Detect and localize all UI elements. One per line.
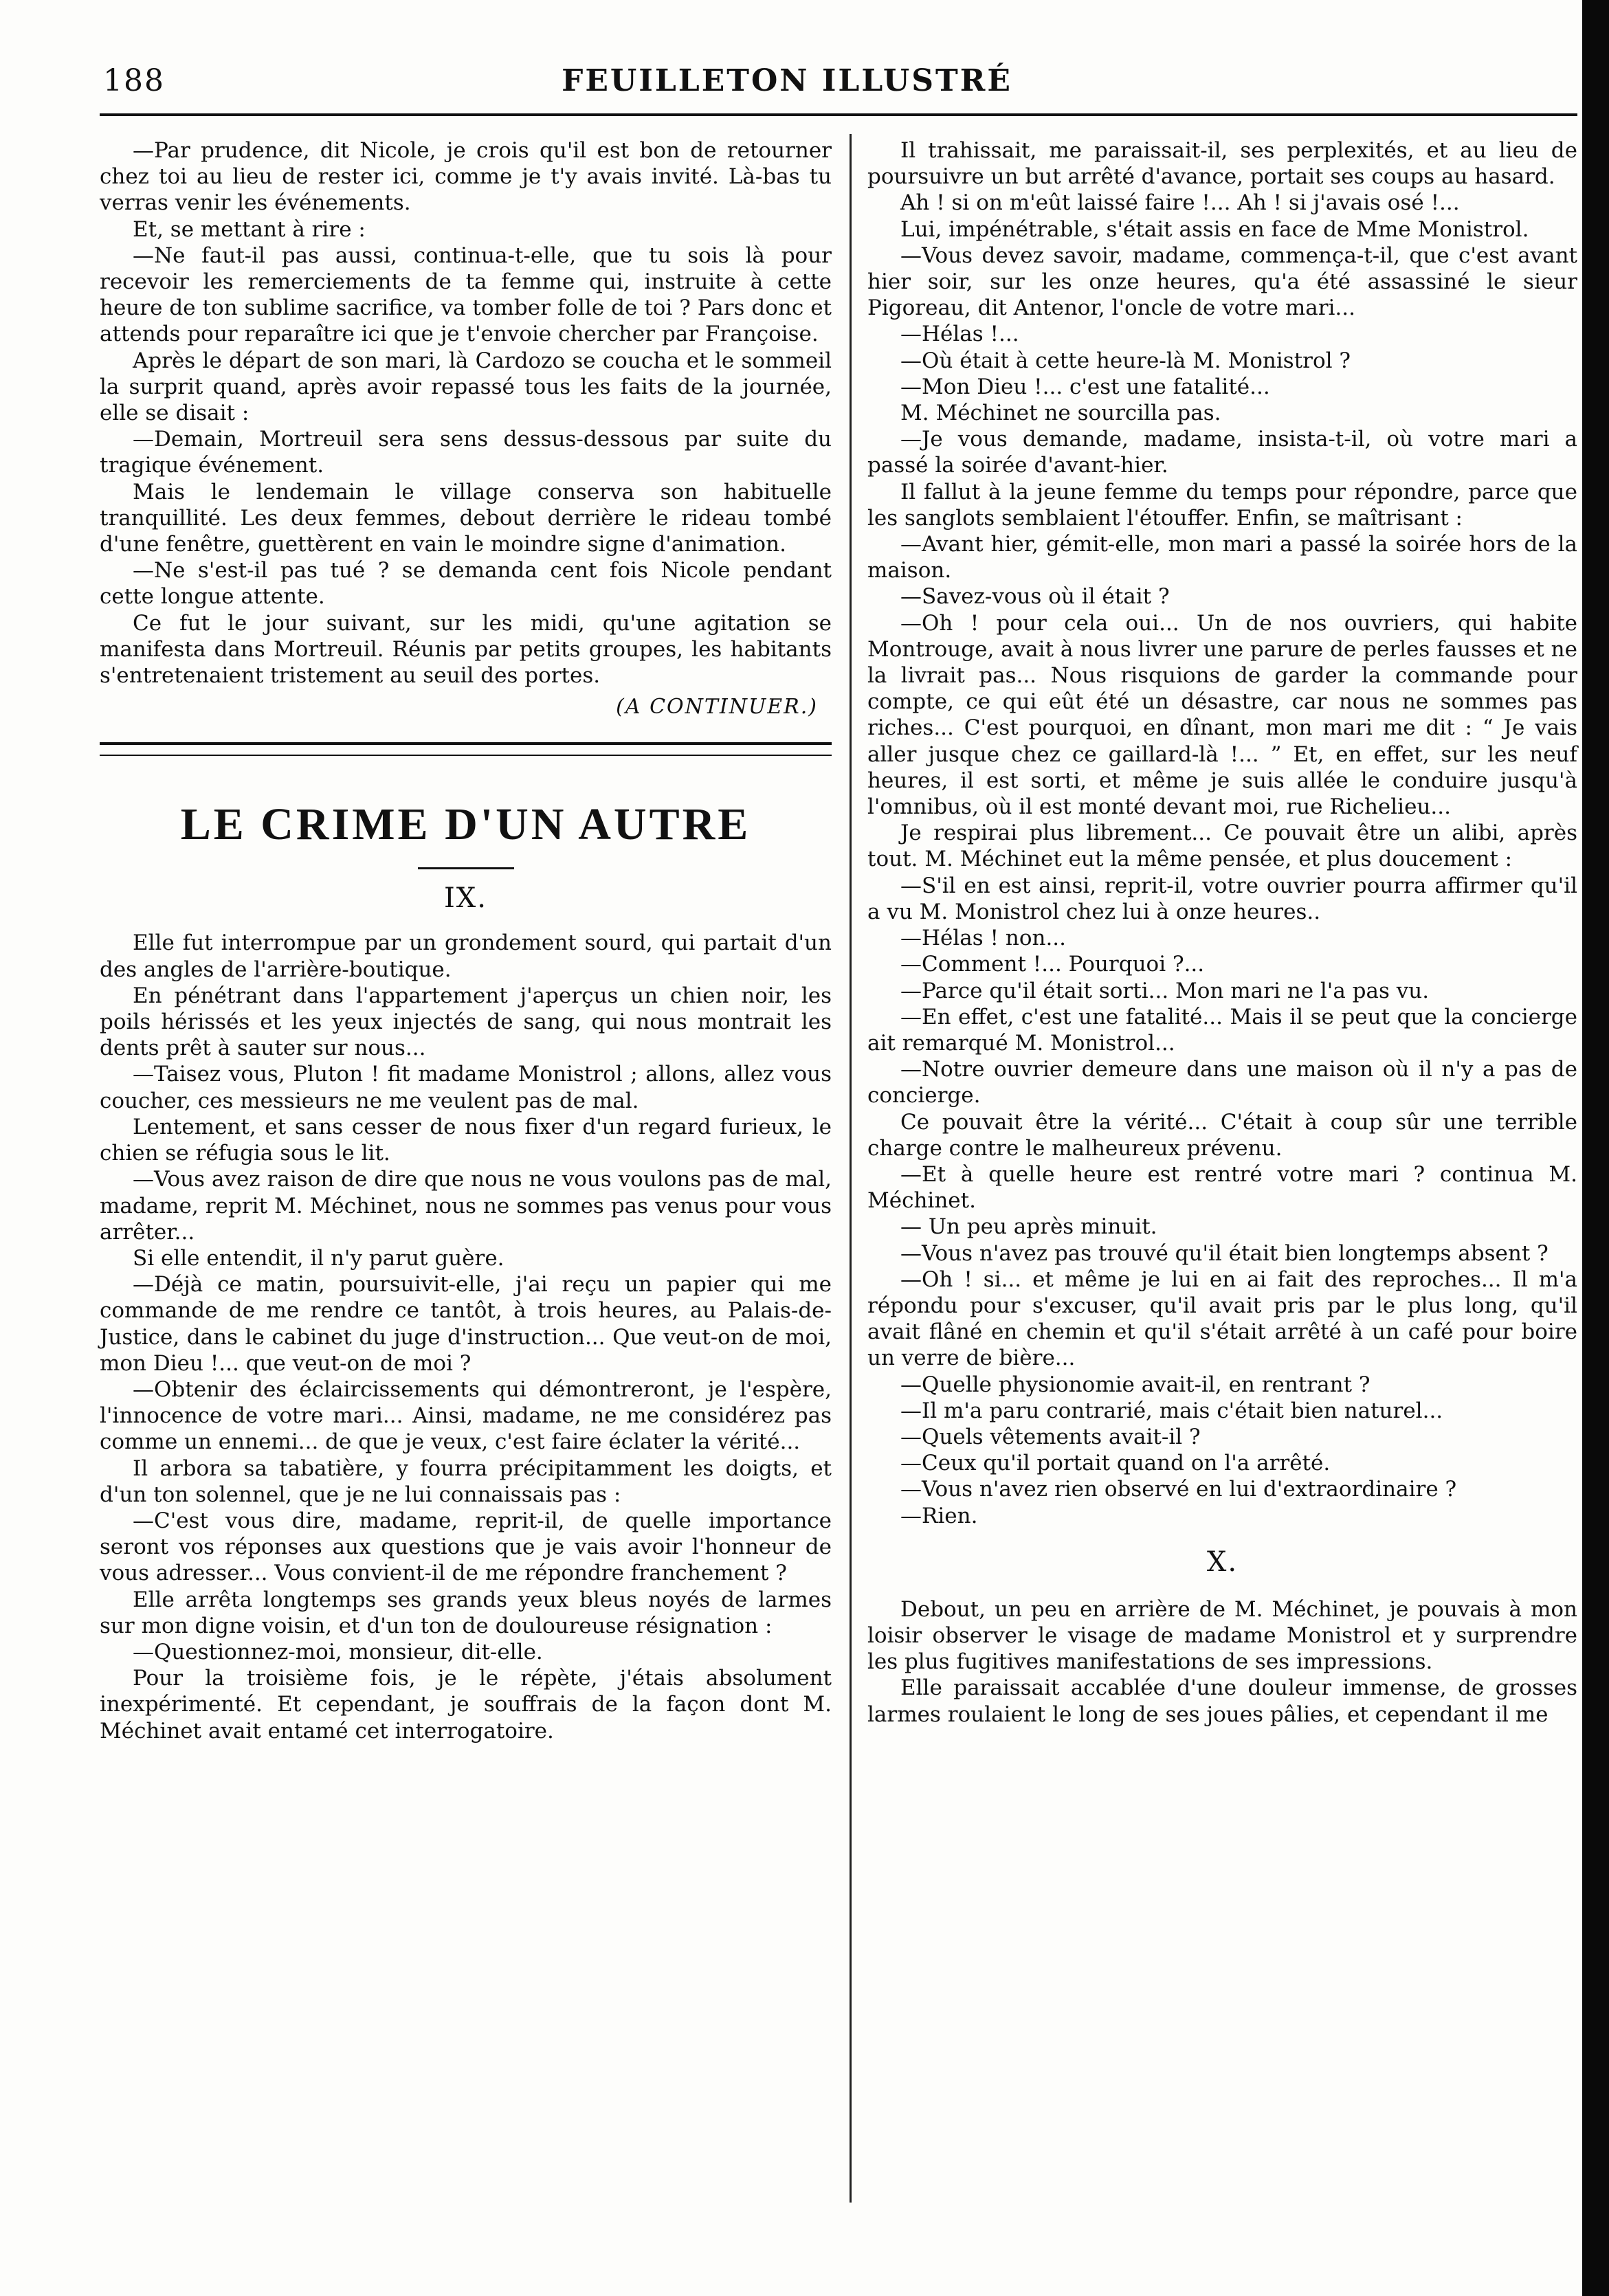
- paragraph: —Mon Dieu !... c'est une fatalité...: [900, 374, 1270, 399]
- paragraph: —Et à quelle heure est rentré votre mari ? continua M. Méchinet.: [867, 1161, 1577, 1214]
- paragraph: —Avant hier, gémit-elle, mon mari a passé la soirée hors de la maison.: [867, 532, 1577, 583]
- page-number: 188: [103, 63, 165, 98]
- right-bottom-paragraphs: [867, 1596, 1577, 1728]
- paragraph: Je respirai plus librement... Ce pouvait être un alibi, après tout. M. Méchinet eut la même pensée, et plus doucement :: [867, 821, 1577, 872]
- paragraph: En pénétrant dans l'appartement j'aperçus un chien noir, les poils hérissés et les yeux injectés de sang, qui nous montrait les dents prêt à sauter sur nous...: [100, 983, 832, 1061]
- story-title: LE CRIME D'UN AUTRE: [180, 799, 751, 850]
- paragraph: Elle paraissait accablée d'une douleur immense, de grosses larmes roulaient le long de ses joues pâlies, et cependant il me: [867, 1675, 1577, 1727]
- paragraph: —Ne s'est-il pas tué ? se demanda cent fois Nicole pendant cette longue attente.: [100, 558, 832, 610]
- paragraph: Et, se mettant à rire :: [133, 216, 366, 242]
- paragraph: Il trahissait, me paraissait-il, ses perplexités, et au lieu de poursuivre un but arrêté d'avance, portait ses coups au hasard.: [867, 138, 1577, 190]
- paragraph: Debout, un peu en arrière de M. Méchinet, je pouvais à mon loisir observer le visage de madame Monistrol et y surprendre les plus fugitives manifestations de ses impressions.: [867, 1596, 1577, 1675]
- title-rule: [418, 867, 514, 869]
- paragraph: Il fallut à la jeune femme du temps pour répondre, parce que les sanglots semblaient l'étouffer. Enfin, se maîtrisant :: [867, 479, 1577, 531]
- column-divider: [850, 134, 852, 2203]
- scan-edge-border: [1582, 0, 1609, 2296]
- paragraph: —Notre ouvrier demeure dans une maison où il n'y a pas de concierge.: [867, 1057, 1577, 1108]
- paragraph: Elle fut interrompue par un grondement sourd, qui partait d'un des angles de l'arrière-boutique.: [100, 930, 832, 982]
- paragraph: Ah ! si on m'eût laissé faire !... Ah ! si j'avais osé !...: [900, 190, 1460, 216]
- paragraph: —Parce qu'il était sorti... Mon mari ne l'a pas vu.: [900, 978, 1430, 1003]
- paragraph: —Comment !... Pourquoi ?...: [900, 952, 1205, 977]
- paragraph: —Par prudence, dit Nicole, je crois qu'il est bon de retourner chez toi au lieu de rester ici, comme je t'y avais invité. Là-bas tu verras venir les événements.: [100, 138, 832, 216]
- paragraph: —Quels vêtements avait-il ?: [900, 1424, 1201, 1449]
- paragraph: —Hélas !...: [900, 322, 1019, 347]
- right-column: [867, 137, 1577, 1728]
- paragraph: —S'il en est ainsi, reprit-il, votre ouvrier pourra affirmer qu'il a vu M. Monistrol chez lui à onze heures..: [867, 873, 1577, 924]
- chapter-heading-x: X.: [1206, 1546, 1239, 1578]
- paragraph: Mais le lendemain le village conserva son habituelle tranquillité. Les deux femmes, debout derrière le rideau tombé d'une fenêtre, guettèrent en vain le moindre signe d'animation.: [100, 479, 832, 557]
- running-title: FEUILLETON ILLUSTRÉ: [562, 63, 1012, 98]
- paragraph: —Taisez vous, Pluton ! fit madame Monistrol ; allons, allez vous coucher, ces messieurs ne me veulent pas de mal.: [100, 1062, 832, 1113]
- paragraph: —Vous n'avez pas trouvé qu'il était bien longtemps absent ?: [900, 1240, 1549, 1266]
- left-top-paragraphs: [100, 137, 832, 689]
- paragraph: —Quelle physionomie avait-il, en rentrant ?: [900, 1372, 1371, 1397]
- paragraph: —Vous avez raison de dire que nous ne vous voulons pas de mal, madame, reprit M. Méchinet, nous ne sommes pas venus pour vous arrêter...: [100, 1167, 832, 1245]
- paragraph: —Déjà ce matin, poursuivit-elle, j'ai reçu un papier qui me commande de me rendre ce tantôt, à trois heures, au Palais-de-Justice, dans le cabinet du juge d'instruction... Que veut-on de moi, mon Dieu !... que veut-on de moi ?: [100, 1272, 832, 1376]
- paragraph: —Vous devez savoir, madame, commença-t-il, que c'est avant hier soir, sur les onze heures, qu'a été assassiné le sieur Pigoreau, dit Antenor, l'oncle de votre mari...: [867, 243, 1577, 321]
- paragraph: —Je vous demande, madame, insista-t-il, où votre mari a passé la soirée d'avant-hier.: [867, 427, 1577, 478]
- paragraph: —Vous n'avez rien observé en lui d'extraordinaire ?: [900, 1477, 1457, 1502]
- paragraph: Pour la troisième fois, je le répète, j'étais absolument inexpérimenté. Et cependant, je souffrais de la façon dont M. Méchinet avait entamé cet interrogatoire.: [100, 1666, 832, 1743]
- paragraph: —Où était à cette heure-là M. Monistrol ?: [900, 348, 1351, 373]
- paragraph: —Demain, Mortreuil sera sens dessus-dessous par suite du tragique événement.: [100, 427, 832, 478]
- paragraph: —Ne faut-il pas aussi, continua-t-elle, que tu sois là pour recevoir les remerciements de ta femme qui, instruite à cette heure de ton sublime sacrifice, va tomber folle de toi ? Pars donc et attends pour reparaître ici que je t'envoie chercher par Françoise.: [100, 243, 832, 347]
- paragraph: —Hélas ! non...: [900, 926, 1067, 951]
- right-top-paragraphs: [867, 137, 1577, 1529]
- paragraph: —Ceux qu'il portait quand on l'a arrêté.: [900, 1451, 1331, 1476]
- paragraph: —Savez-vous où il était ?: [900, 584, 1170, 610]
- paragraph: Après le départ de son mari, là Cardozo se coucha et le sommeil la surprit quand, après avoir repassé tous les faits de la journée, elle se disait :: [100, 348, 832, 426]
- paragraph: Il arbora sa tabatière, y fourra précipitamment les doigts, et d'un ton solennel, que je ne lui connaissais pas :: [100, 1456, 832, 1507]
- paragraph: Lui, impénétrable, s'était assis en face de Mme Monistrol.: [900, 216, 1529, 242]
- header-rule: [100, 113, 1577, 116]
- paragraph: —Oh ! pour cela oui... Un de nos ouvriers, qui habite Montrouge, avait à nous livrer une parure de perles fausses et ne la livrait pas... Nous risquions de garder la commande pour compte, ce qui eût été un désastre, car nous ne sommes pas riches... C'est pourquoi, en dînant, mon mari me dit : “ Je vais aller jusque chez ce gaillard-là !... ” Et, en effet, sur les neuf heures, il est sorti, et même je suis allée le conduire jusqu'à l'omnibus, où il est monté devant moi, rue Richelieu...: [867, 610, 1577, 820]
- to-be-continued: (A CONTINUER.): [616, 695, 818, 720]
- paragraph: —C'est vous dire, madame, reprit-il, de quelle importance seront vos réponses aux questions que je vais avoir l'honneur de vous adresser... Vous convient-il de me répondre franchement ?: [100, 1508, 832, 1586]
- paragraph: Lentement, et sans cesser de nous fixer d'un regard furieux, le chien se réfugia sous le lit.: [100, 1114, 832, 1166]
- paragraph: —En effet, c'est une fatalité... Mais il se peut que la concierge ait remarqué M. Monistrol...: [867, 1004, 1577, 1056]
- paragraph: —Obtenir des éclaircissements qui démontreront, je l'espère, l'innocence de votre mari... Ainsi, madame, ne me considérez pas comme un ennemi... de que je veux, c'est faire éclater la vérité...: [100, 1377, 832, 1455]
- paragraph: —Oh ! si... et même je lui en ai fait des reproches... Il m'a répondu pour s'excuser, qu'il avait pris par le plus long, qu'il avait flâné en chemin et qu'il s'était arrêté à un café pour boire un verre de bière...: [867, 1267, 1577, 1371]
- paragraph: Ce fut le jour suivant, sur les midi, qu'une agitation se manifesta dans Mortreuil. Réunis par petits groupes, les habitants s'entretenaient tristement au seuil des portes.: [100, 610, 832, 689]
- paragraph: Ce pouvait être la vérité... C'était à coup sûr une terrible charge contre le malheureux prévenu.: [867, 1109, 1577, 1161]
- paragraph: M. Méchinet ne sourcilla pas.: [900, 401, 1221, 426]
- chapter-heading-ix: IX.: [444, 882, 487, 915]
- paragraph: —Rien.: [900, 1503, 978, 1528]
- paragraph: —Questionnez-moi, monsieur, dit-elle.: [133, 1639, 543, 1664]
- paragraph: — Un peu après minuit.: [900, 1214, 1157, 1240]
- left-story-paragraphs: [100, 930, 832, 1743]
- left-column: [100, 137, 832, 1744]
- section-divider: [100, 742, 832, 756]
- paragraph: Si elle entendit, il n'y parut guère.: [133, 1245, 504, 1271]
- paragraph: Elle arrêta longtemps ses grands yeux bleus noyés de larmes sur mon digne voisin, et d'un ton de douloureuse résignation :: [100, 1587, 832, 1638]
- paragraph: —Il m'a paru contrarié, mais c'était bien naturel...: [900, 1398, 1443, 1423]
